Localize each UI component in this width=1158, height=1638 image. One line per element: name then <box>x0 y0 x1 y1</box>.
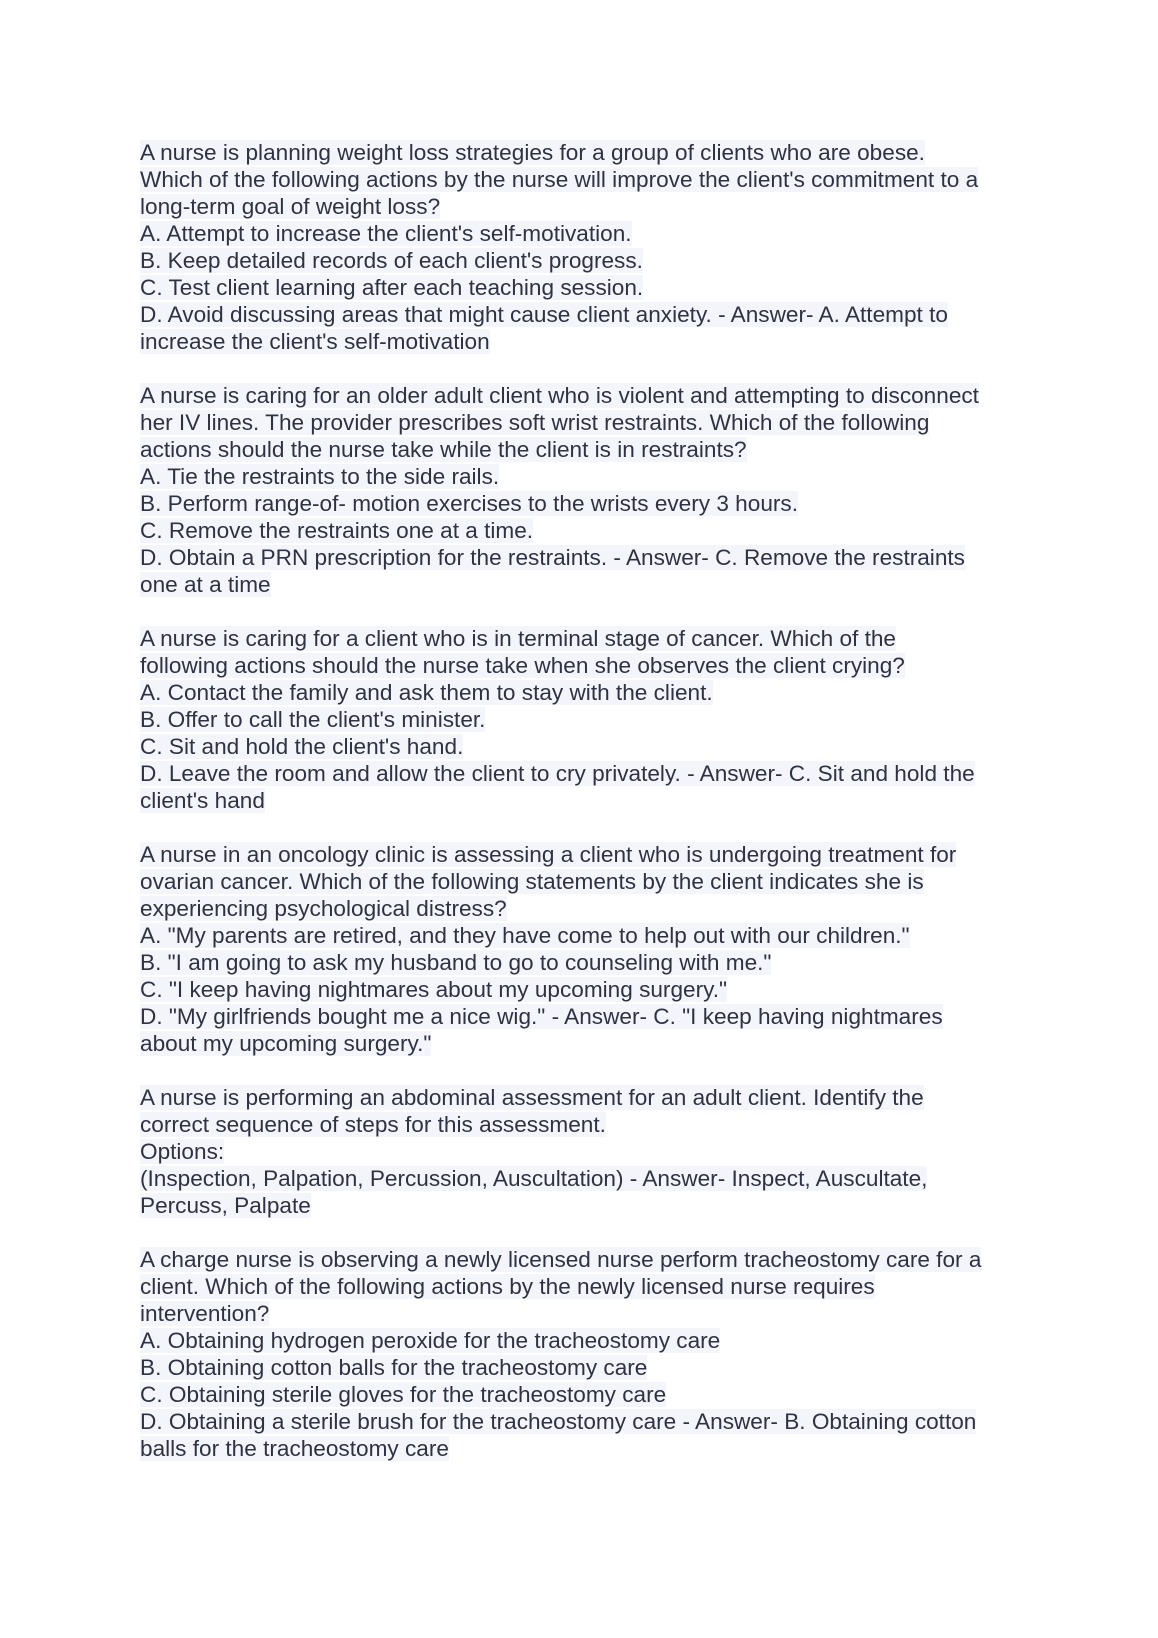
option-c: C. Sit and hold the client's hand. <box>140 734 464 759</box>
text-line: increase the client's self-motivation <box>140 329 490 354</box>
text-line: Which of the following actions by the nurse will improve the client's commitment to a <box>140 167 979 192</box>
question-block-1 <box>140 139 1040 355</box>
question-block-2 <box>140 382 1040 598</box>
text-line: long-term goal of weight loss? <box>140 194 441 219</box>
option-c: C. Test client learning after each teaching session. <box>140 275 644 300</box>
text-line: A nurse is caring for a client who is in terminal stage of cancer. Which of the <box>140 626 896 651</box>
text-line: client. Which of the following actions by the newly licensed nurse requires <box>140 1274 875 1299</box>
text-line: A nurse is planning weight loss strategies for a group of clients who are obese. <box>140 140 925 165</box>
text-line: A nurse is caring for an older adult client who is violent and attempting to disconnect <box>140 383 979 408</box>
option-a: A. Contact the family and ask them to stay with the client. <box>140 680 713 705</box>
text-line: about my upcoming surgery." <box>140 1031 432 1056</box>
option-b: B. Obtaining cotton balls for the tracheostomy care <box>140 1355 648 1380</box>
text-line: balls for the tracheostomy care <box>140 1436 449 1461</box>
text-line: one at a time <box>140 572 271 597</box>
option-c: C. "I keep having nightmares about my upcoming surgery." <box>140 977 728 1002</box>
option-d-with-answer: D. Leave the room and allow the client to cry privately. - Answer- C. Sit and hold the <box>140 761 975 786</box>
options-with-answer: (Inspection, Palpation, Percussion, Auscultation) - Answer- Inspect, Auscultate, <box>140 1166 928 1191</box>
option-a: A. Attempt to increase the client's self-motivation. <box>140 221 632 246</box>
text-line: ovarian cancer. Which of the following statements by the client indicates she is <box>140 869 924 894</box>
option-d-with-answer: D. Obtain a PRN prescription for the restraints. - Answer- C. Remove the restraints <box>140 545 965 570</box>
option-a: A. Obtaining hydrogen peroxide for the tracheostomy care <box>140 1328 721 1353</box>
text-line: actions should the nurse take while the client is in restraints? <box>140 437 747 462</box>
question-block-3 <box>140 625 1040 814</box>
option-b: B. Perform range-of- motion exercises to the wrists every 3 hours. <box>140 491 798 516</box>
question-block-4 <box>140 841 1040 1057</box>
option-a: A. Tie the restraints to the side rails. <box>140 464 500 489</box>
option-c: C. Obtaining sterile gloves for the tracheostomy care <box>140 1382 667 1407</box>
option-b: B. "I am going to ask my husband to go to counseling with me." <box>140 950 772 975</box>
option-b: B. Offer to call the client's minister. <box>140 707 486 732</box>
question-block-5 <box>140 1084 1040 1219</box>
options-label: Options: <box>140 1139 225 1164</box>
option-b: B. Keep detailed records of each client's progress. <box>140 248 643 273</box>
text-line: client's hand <box>140 788 265 813</box>
text-line: correct sequence of steps for this assessment. <box>140 1112 606 1137</box>
option-d-with-answer: D. "My girlfriends bought me a nice wig." - Answer- C. "I keep having nightmares <box>140 1004 943 1029</box>
text-line: experiencing psychological distress? <box>140 896 507 921</box>
text-line: intervention? <box>140 1301 270 1326</box>
text-line: Percuss, Palpate <box>140 1193 311 1218</box>
document-page <box>140 139 1040 1489</box>
option-d-with-answer: D. Avoid discussing areas that might cause client anxiety. - Answer- A. Attempt to <box>140 302 948 327</box>
option-d-with-answer: D. Obtaining a sterile brush for the tracheostomy care - Answer- B. Obtaining cotton <box>140 1409 977 1434</box>
text-line: A charge nurse is observing a newly licensed nurse perform tracheostomy care for a <box>140 1247 982 1272</box>
text-line: her IV lines. The provider prescribes soft wrist restraints. Which of the following <box>140 410 930 435</box>
text-line: A nurse in an oncology clinic is assessing a client who is undergoing treatment for <box>140 842 957 867</box>
question-block-6 <box>140 1246 1040 1462</box>
option-c: C. Remove the restraints one at a time. <box>140 518 534 543</box>
text-line: following actions should the nurse take when she observes the client crying? <box>140 653 905 678</box>
option-a: A. "My parents are retired, and they have come to help out with our children." <box>140 923 910 948</box>
text-line: A nurse is performing an abdominal assessment for an adult client. Identify the <box>140 1085 924 1110</box>
